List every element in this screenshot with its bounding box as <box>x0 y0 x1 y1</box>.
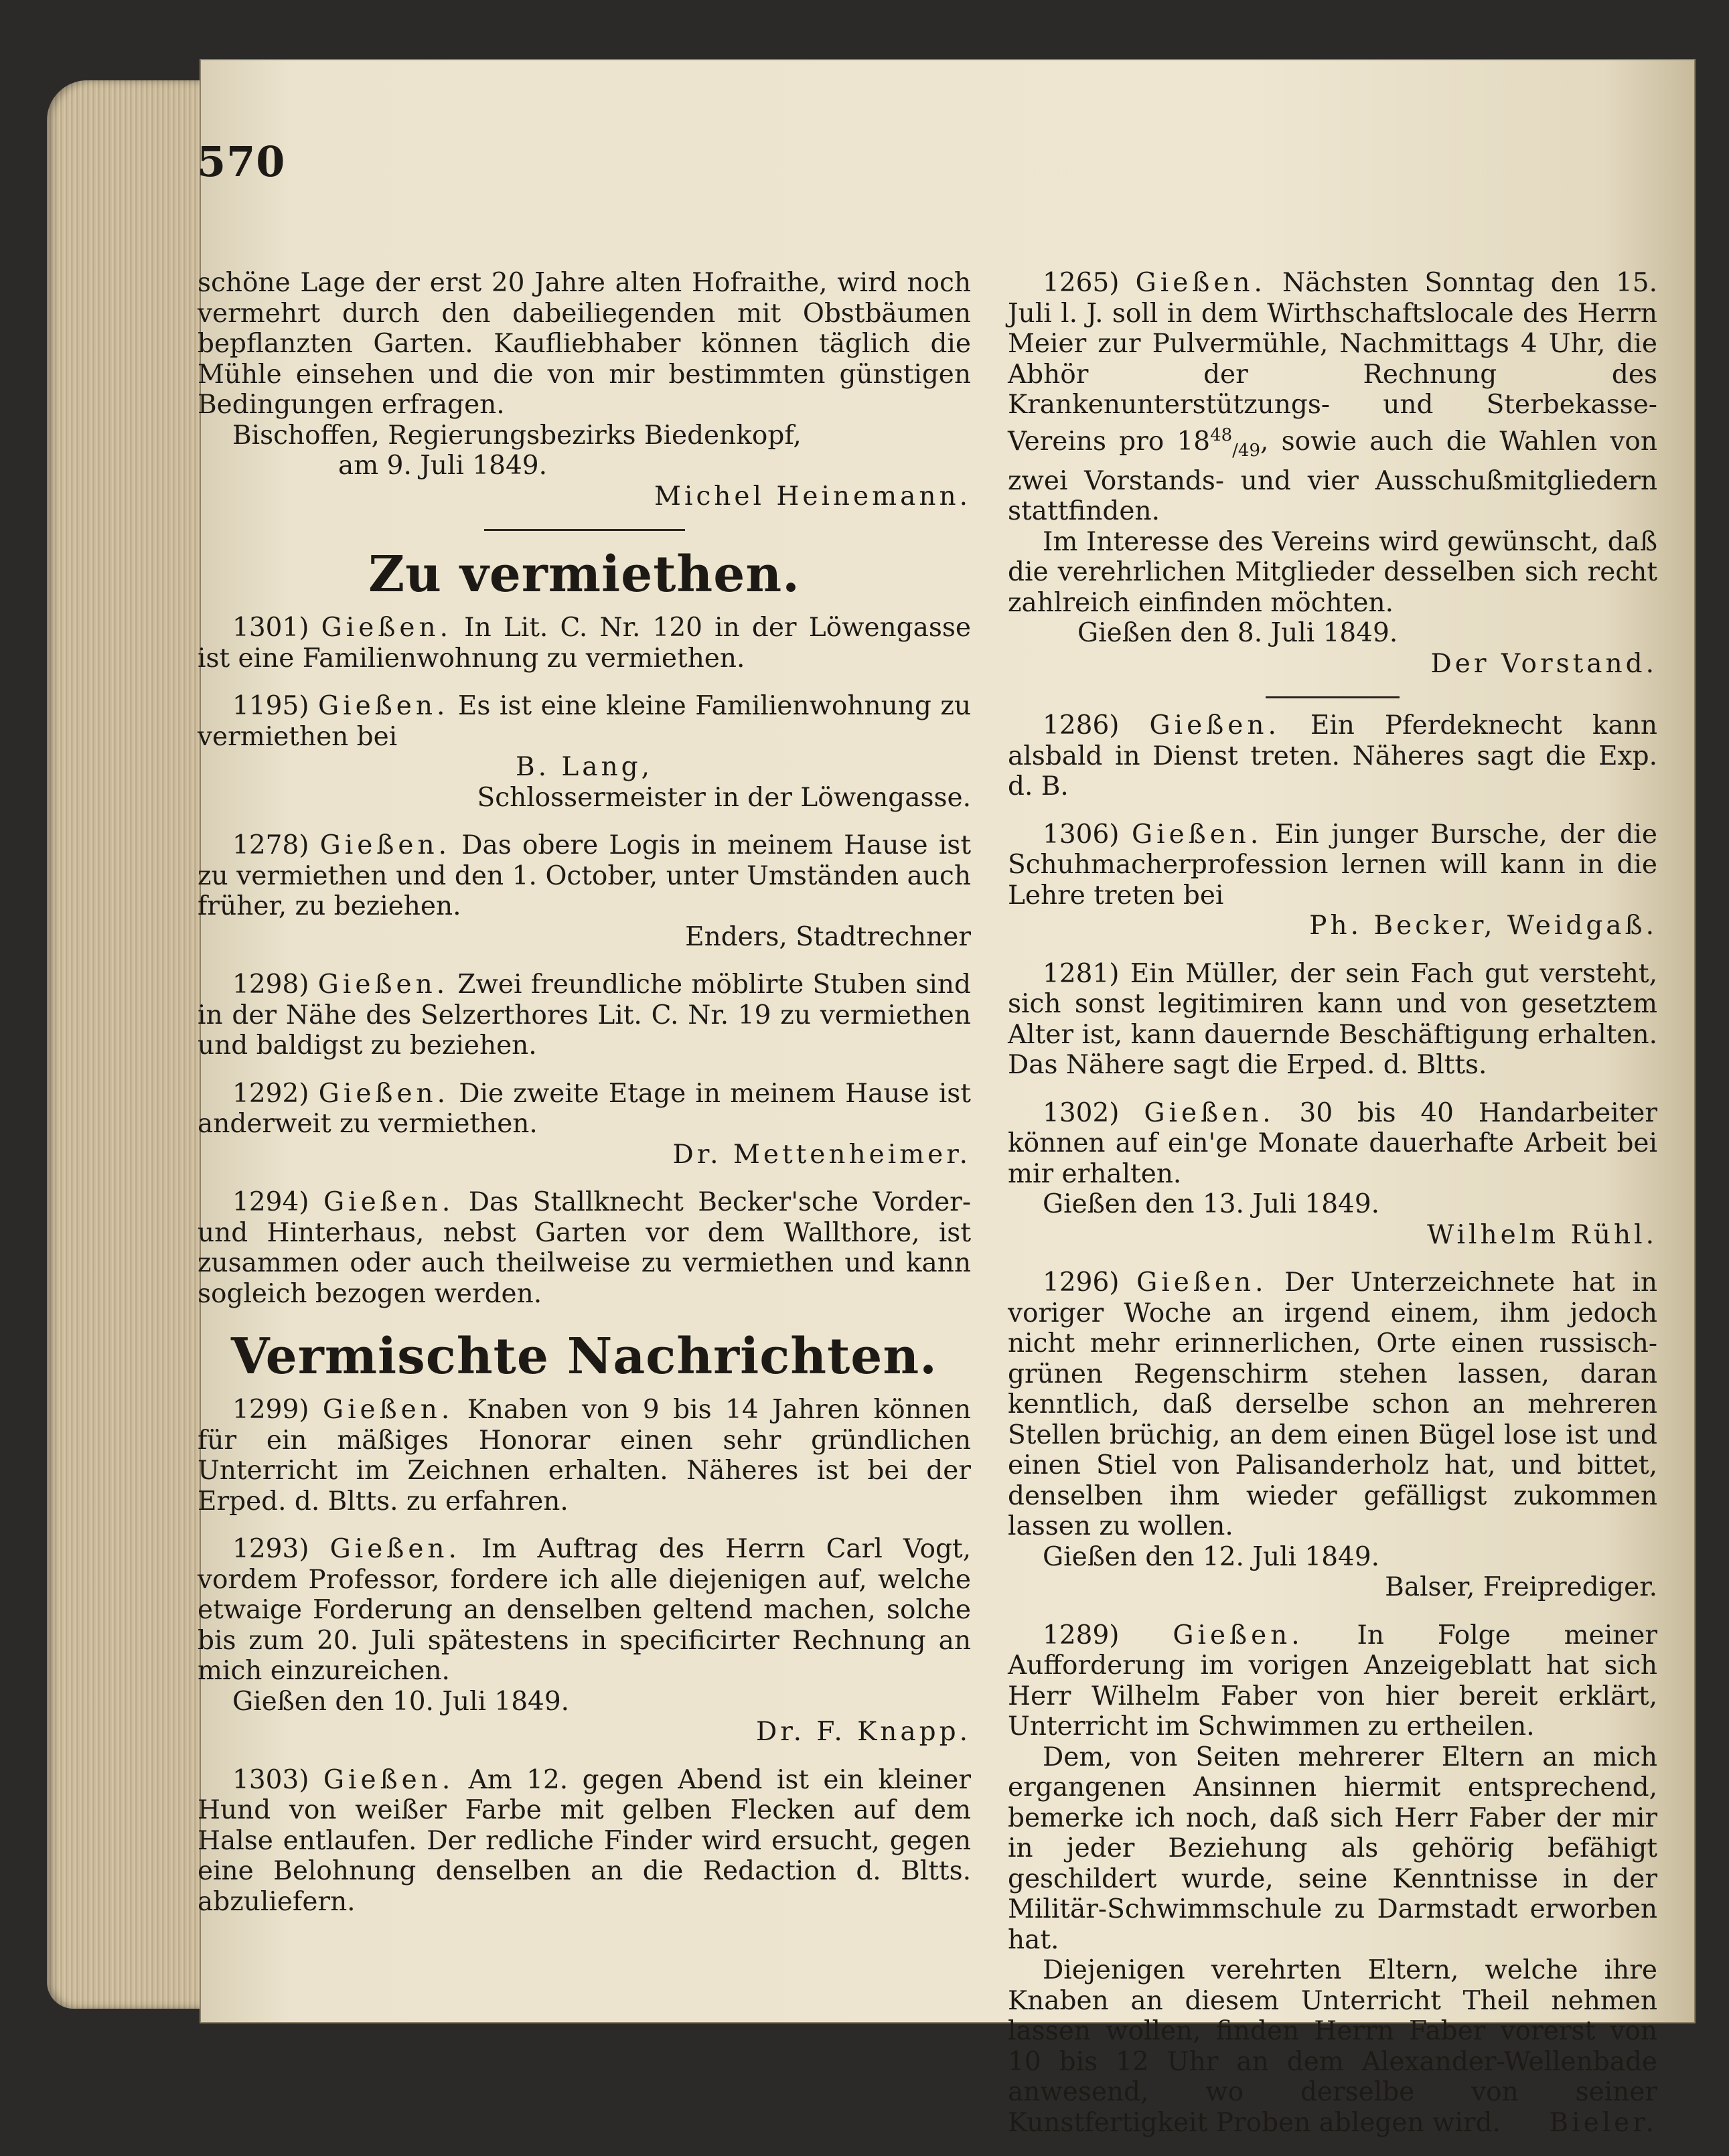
ad-number: 1278) <box>232 830 309 860</box>
ad-1292 <box>198 1079 971 1170</box>
ad-signature: Michel Heinemann. <box>654 481 971 512</box>
ad-text: Das Stallknecht Becker'sche Vorder- und Hinterhaus, nebst Garten vor dem Wallthore, ist zusammen oder auch theilweise zu vermiethen und kann sogleich bezogen werden. <box>198 1187 972 1309</box>
left-column <box>198 268 971 1934</box>
ad-town: Gießen. <box>318 1078 450 1109</box>
ad-signature: Wilhelm Rühl. <box>1427 1219 1657 1250</box>
ad-town: Gießen. <box>1149 710 1280 741</box>
ad-number: 1265) <box>1043 268 1120 298</box>
ad-text: Knaben von 9 bis 14 Jahren können für ein mäßiges Honorar einen sehr gründlichen Unterricht im Zeichnen erhalten. Näheres ist bei der Erped. d. Bltts. zu erfahren. <box>198 1395 971 1517</box>
ad-signature: Dr. F. Knapp. <box>755 1717 971 1747</box>
ad-date: Gießen den 13. Juli 1849. <box>1043 1189 1380 1220</box>
ad-number: 1293) <box>232 1534 309 1564</box>
ad-signature: B. Lang, <box>515 752 654 782</box>
divider <box>484 529 685 531</box>
ad-text: Das obere Logis in meinem Hause ist zu vermiethen und den 1. October, unter Umständen auch früher, zu beziehen. <box>198 830 971 921</box>
ad-place: Bischoffen, Regierungsbezirks Biedenkopf, <box>232 420 802 451</box>
ad-text: Im Auftrag des Herrn Carl Vogt, vordem Professor, fordere ich alle diejenigen auf, welche etwaige Forderung an denselben geltend machen, solche bis zum 20. Juli spätestens in specificirter Rechnung an mich einzureichen. <box>198 1534 971 1686</box>
ad-1293 <box>198 1534 971 1748</box>
ad-town: Gießen. <box>329 1534 461 1564</box>
ad-date: Gießen den 12. Juli 1849. <box>1043 1541 1380 1572</box>
ad-town: Gießen. <box>1136 1267 1268 1298</box>
book-page-edges <box>47 80 208 2009</box>
page-number: 570 <box>197 137 286 186</box>
ad-1301 <box>198 613 971 674</box>
ad-1265 <box>1008 268 1657 679</box>
ad-number: 1286) <box>1043 710 1120 741</box>
ad-paragraph: Diejenigen verehrten Eltern, welche ihre Knaben an diesem Unterricht Theil nehmen lassen wollen, finden Herrn Faber vorerst von 10 bis 12 Uhr an dem Alexander-Wellenbade anwesend, wo derselbe von seiner Kunstfertigkeit Proben ablegen wird. <box>1008 1955 1657 2138</box>
ad-text: In Lit. C. Nr. 120 in der Löwengasse ist eine Familienwohnung zu vermiethen. <box>198 613 971 674</box>
ad-signature: Bieler. <box>1549 2108 1657 2139</box>
ad-date: Gießen den 8. Juli 1849. <box>1077 618 1398 649</box>
right-column <box>1008 268 1657 2156</box>
ad-town: Gießen. <box>322 1395 454 1425</box>
ad-number: 1292) <box>232 1078 309 1109</box>
ad-1299 <box>198 1395 971 1517</box>
ad-1278 <box>198 830 971 952</box>
ad-text: 30 bis 40 Handarbeiter können auf ein'ge Monate dauerhafte Arbeit bei mir erhalten. <box>1008 1097 1657 1189</box>
ad-text: Es ist eine kleine Familienwohnung zu vermiethen bei <box>198 691 971 752</box>
ad-1294 <box>198 1187 971 1309</box>
ad-1306 <box>1008 820 1657 941</box>
ad-town: Gießen. <box>321 613 452 643</box>
ad-date: am 9. Juli 1849. <box>338 451 547 481</box>
ad-text: In Folge meiner Aufforderung im vorigen Anzeigeblatt hat sich Herr Wilhelm Faber von hier bereit erklärt, Unterricht im Schwimmen zu ertheilen. <box>1008 1620 1658 1742</box>
ad-1195 <box>198 691 971 813</box>
ad-number: 1289) <box>1043 1620 1120 1650</box>
ad-number: 1298) <box>232 970 309 1000</box>
ad-number: 1294) <box>232 1187 309 1217</box>
ad-town: Gießen. <box>317 970 449 1000</box>
ad-1286 <box>1008 710 1657 802</box>
ad-number: 1281) <box>1043 958 1120 989</box>
ad-paragraph: Dem, von Seiten mehrerer Eltern an mich ergangenen Ansinnen hiermit entsprechend, bemerke ich noch, daß sich Herr Faber der mir in jeder Beziehung als gehörig befähigt geschildert wurde, seine Kenntnisse in der Militär-Schwimmschule zu Darmstadt erworben hat. <box>1008 1742 1657 1955</box>
fraction-denominator: /49 <box>1232 440 1261 461</box>
section-heading-misc: Vermischte Nachrichten. <box>231 1328 937 1385</box>
ad-1298 <box>198 970 971 1061</box>
ad-number: 1296) <box>1043 1267 1120 1298</box>
ad-signature-title: Schlossermeister in der Löwengasse. <box>477 782 971 813</box>
ad-number: 1299) <box>232 1395 309 1425</box>
ad-text: Ein junger Bursche, der die Schuhmacherprofession lernen will kann in die Lehre treten bei <box>1008 819 1657 911</box>
ad-town: Gießen. <box>323 1764 455 1795</box>
divider <box>1266 696 1400 698</box>
ad-town: Gießen. <box>323 1187 455 1217</box>
ad-number: 1303) <box>232 1764 309 1795</box>
ad-signature: Dr. Mettenheimer. <box>672 1139 971 1170</box>
ad-1302 <box>1008 1098 1657 1251</box>
ad-text: Am 12. gegen Abend ist ein kleiner Hund von weißer Farbe mit gelben Flecken auf dem Halse entlaufen. Der redliche Finder wird ersucht, gegen eine Belohnung denselben an die Redaction d. Bltts. abzuliefern. <box>198 1764 971 1917</box>
ad-paragraph: Im Interesse des Vereins wird gewünscht, daß die verehrlichen Mitglieder desselben sich recht zahlreich einfinden möchten. <box>1008 526 1657 618</box>
ad-text-cont: , sowie auch die Wahlen von zwei Vorstands- und vier Ausschußmitgliedern stattfinden. <box>1008 426 1657 527</box>
ad-town: Gießen. <box>319 830 451 860</box>
ad-number: 1302) <box>1043 1097 1120 1128</box>
ad-signature: Der Vorstand. <box>1430 648 1657 679</box>
ad-number: 1306) <box>1043 819 1120 850</box>
ad-town: Gießen. <box>1135 268 1266 298</box>
ad-text: Nächsten Sonntag den 15. Juli l. J. soll in dem Wirthschaftslocale des Herrn Meier zur Pulvermühle, Nachmittags 4 Uhr, die Abhör der Rechnung des Krankenunterstützungs- und Sterbekasse-Vereins pro 18 <box>1008 268 1657 457</box>
ad-signature: Enders, Stadtrechner <box>685 921 971 952</box>
ad-number: 1301) <box>232 613 309 643</box>
ad-text: Ein Pferdeknecht kann alsbald in Dienst treten. Näheres sagt die Exp. d. B. <box>1008 710 1657 802</box>
ad-number: 1195) <box>232 691 309 721</box>
ad-1303 <box>198 1765 971 1918</box>
ad-text: Zwei freundliche möblirte Stuben sind in der Nähe des Selzerthores Lit. C. Nr. 19 zu vermiethen und baldigst zu beziehen. <box>198 970 971 1061</box>
ad-text: Die zweite Etage in meinem Hause ist anderweit zu vermiethen. <box>198 1078 971 1139</box>
ad-text: Der Unterzeichnete hat in voriger Woche an irgend einem, ihm jedoch nicht mehr erinnerlichen, Orte einen russisch-grünen Regenschirm stehen lassen, daran kenntlich, daß derselbe schon an mehreren Stellen brüchig, an dem einen Bügel lose ist und einen Stiel von Palisanderholz hat, und bittet, denselben ihm wieder gefälligst zukommen lassen zu wollen. <box>1008 1267 1658 1542</box>
ad-text: schöne Lage der erst 20 Jahre alten Hofraithe, wird noch vermehrt durch den dabeiliegenden mit Obstbäumen bepflanzten Garten. Kaufliebhaber können täglich die Mühle einsehen und die von mir bestimmten günstigen Bedingungen erfragen. <box>198 268 971 420</box>
ad-signature: Balser, Freiprediger. <box>1385 1572 1657 1603</box>
ad-text: Ein Müller, der sein Fach gut versteht, sich sonst legitimiren kann und von gesetztem Alter ist, kann dauernde Beschäftigung erhalten. Das Nähere sagt die Erped. d. Bltts. <box>1008 958 1657 1081</box>
ad-town: Gießen. <box>1144 1097 1275 1128</box>
ad-town: Gießen. <box>1131 819 1263 850</box>
ad-signature: Ph. Becker, Weidgaß. <box>1309 911 1657 941</box>
ad-1281 <box>1008 959 1657 1081</box>
ad-town: Gießen. <box>318 691 449 721</box>
ad-town: Gießen. <box>1173 1620 1304 1650</box>
section-heading-rent: Zu vermiethen. <box>368 546 800 603</box>
ad-date: Gießen den 10. Juli 1849. <box>232 1686 570 1717</box>
ad-continuation <box>198 268 971 512</box>
fraction-numerator: 48 <box>1210 425 1233 445</box>
ad-1296 <box>1008 1267 1657 1603</box>
